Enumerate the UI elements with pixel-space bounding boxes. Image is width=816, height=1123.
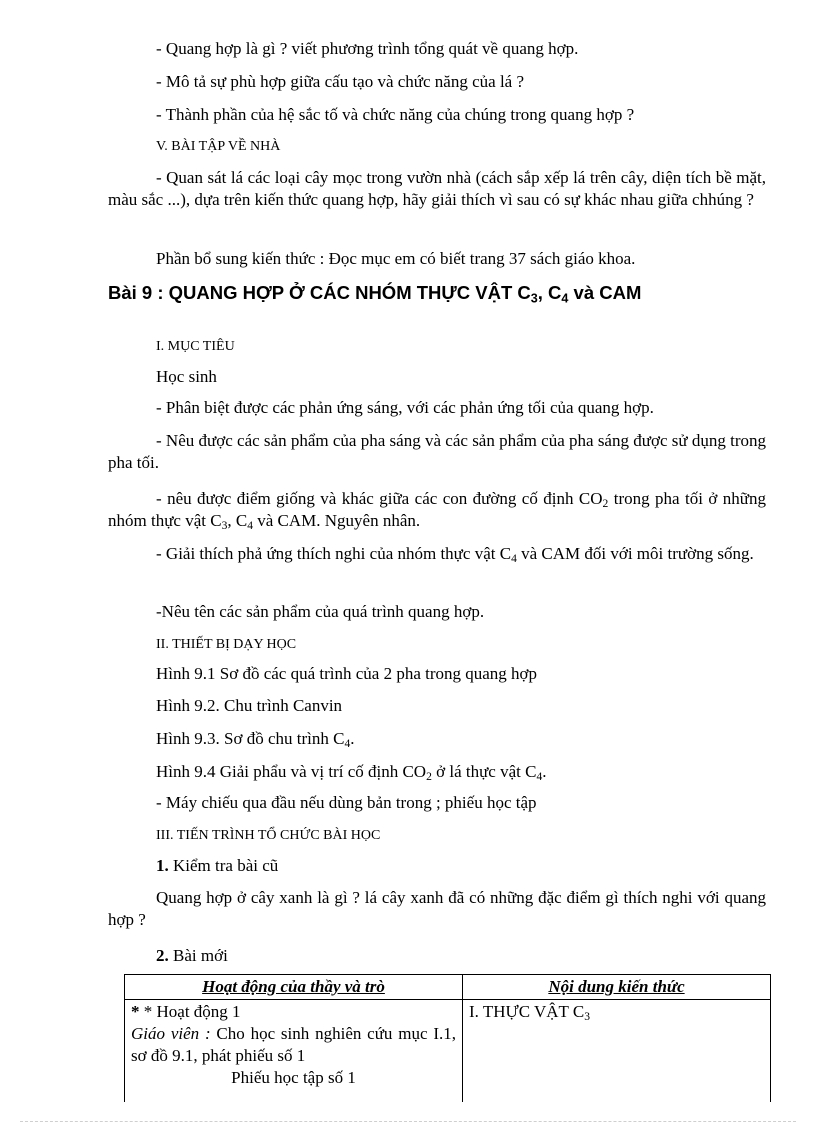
lesson-title-end: và CAM xyxy=(568,282,642,303)
objective-3-sub-2: 2 xyxy=(602,497,609,511)
objective-3 xyxy=(108,488,766,532)
new-lesson xyxy=(156,945,228,967)
objective-3-a: - nêu được điểm giống và khác giữa các con đường cố định CO xyxy=(156,489,603,508)
figure-9-4-text: Hình 9.4 Giải phẩu và vị trí cố định CO xyxy=(156,762,427,781)
figure-9-3-end: . xyxy=(350,729,355,748)
col-knowledge-content: Nội dung kiến thức xyxy=(463,975,771,1000)
activity-1-label: * * Hoạt động 1 xyxy=(131,1002,241,1021)
worksheet-1: Phiếu học tập số 1 xyxy=(231,1068,356,1087)
equipment-projector: - Máy chiếu qua đầu nếu dùng bản trong ; phiếu học tập xyxy=(156,793,537,812)
homework-heading: V. BÀI TẬP VỀ NHÀ xyxy=(156,139,281,154)
objective-4-b: và CAM đối với môi trường sống. xyxy=(516,544,754,563)
lesson-title-sub-4: 4 xyxy=(561,291,569,306)
figure-9-4-end: . xyxy=(542,762,547,781)
figure-9-4-mid: ở lá thực vật C xyxy=(431,762,537,781)
review-question-3: - Thành phần của hệ sắc tố và chức năng của chúng trong quang hợp ? xyxy=(156,105,635,124)
review-question-2: - Mô tả sự phù hợp giữa cấu tạo và chức năng của lá ? xyxy=(156,72,525,91)
lesson-title-sub-3: 3 xyxy=(530,291,538,306)
new-lesson-text: Bài mới xyxy=(168,946,228,965)
objectives-heading: I. MỤC TIÊU xyxy=(156,339,235,354)
objective-5: -Nêu tên các sản phẩm của quá trình quang hợp. xyxy=(156,602,485,621)
process-heading: III. TIẾN TRÌNH TỔ CHỨC BÀI HỌC xyxy=(156,828,381,843)
col-teacher-student: Hoạt động của thầy và trò xyxy=(125,975,463,1000)
teacher-instruction xyxy=(131,1023,456,1067)
figure-9-3-text: Hình 9.3. Sơ đồ chu trình C xyxy=(156,729,345,748)
objective-3-sub-4: 4 xyxy=(247,519,253,533)
knowledge-heading: I. THỰC VẬT C xyxy=(469,1002,585,1021)
figure-9-4-sub-2: 2 xyxy=(426,770,432,784)
figure-9-3-sub: 4 xyxy=(344,737,351,751)
check-old-lesson-text: Kiểm tra bài cũ xyxy=(168,856,279,875)
figure-9-4-sub-4: 4 xyxy=(536,770,543,784)
check-question: Quang hợp ở cây xanh là gì ? lá cây xanh đã có những đặc điểm gì thích nghi với quang hợp ? xyxy=(108,888,766,929)
objective-3-sub-3: 3 xyxy=(221,519,228,533)
page-bottom-divider xyxy=(20,1121,796,1122)
equipment-heading: II. THIẾT BỊ DẠY HỌC xyxy=(156,637,297,652)
table-header-row xyxy=(125,975,771,1000)
homework-paragraph: - Quan sát lá các loại cây mọc trong vườn nhà (cách sắp xếp lá trên cây, diện tích bề mặt, màu sắc ...), dựa trên kiến thức quang hợp, hãy giải thích vì sau có sự khác nhau giữa chhúng ? xyxy=(108,168,766,209)
teacher-instruction-text: Cho học sinh nghiên cứu mục I.1, sơ đồ 9.1, phát phiếu số 1 xyxy=(131,1024,456,1065)
activity-table xyxy=(124,974,771,1102)
objective-3-c: , C xyxy=(227,511,248,530)
students-label: Học sinh xyxy=(156,367,217,386)
review-question-1: - Quang hợp là gì ? viết phương trình tổng quát về quang hợp. xyxy=(156,39,579,58)
objective-3-d: và CAM. Nguyên nhân. xyxy=(252,511,421,530)
figure-9-3 xyxy=(156,728,354,750)
objective-4-a: - Giải thích phả ứng thích nghi của nhóm thực vật C xyxy=(156,544,512,563)
check-old-lesson xyxy=(156,855,278,877)
check-old-lesson-number: 1. xyxy=(156,856,169,875)
lesson-title xyxy=(108,282,641,304)
knowledge-cell xyxy=(463,1000,771,1103)
figure-9-2: Hình 9.2. Chu trình Canvin xyxy=(156,696,343,715)
figure-9-4 xyxy=(156,761,547,783)
figure-9-1: Hình 9.1 Sơ đồ các quá trình của 2 pha trong quang hợp xyxy=(156,664,538,683)
objective-1: - Phân biệt được các phản ứng sáng, với các phản ứng tối của quang hợp. xyxy=(156,398,654,417)
objective-4-sub-4: 4 xyxy=(511,552,517,566)
objective-2: - Nêu được các sản phẩm của pha sáng và các sản phẩm của pha sáng được sử dụng trong pha tối. xyxy=(108,431,766,472)
objective-4 xyxy=(108,543,766,565)
lesson-title-text: Bài 9 : QUANG HỢP Ở CÁC NHÓM THỰC VẬT C xyxy=(108,282,531,303)
supplement-note: Phần bổ sung kiến thức : Đọc mục em có biết trang 37 sách giáo khoa. xyxy=(156,249,636,268)
teacher-label: Giáo viên : xyxy=(131,1024,211,1043)
activity-cell xyxy=(125,1000,463,1103)
table-row xyxy=(125,1000,771,1103)
objective-3-b: trong pha tối ở những nhóm thực vật C xyxy=(108,489,766,530)
knowledge-heading-sub: 3 xyxy=(584,1010,590,1024)
new-lesson-number: 2. xyxy=(156,946,169,965)
lesson-title-comma: , C xyxy=(537,282,562,303)
activity-1-text: * Hoạt động 1 xyxy=(143,1002,241,1021)
